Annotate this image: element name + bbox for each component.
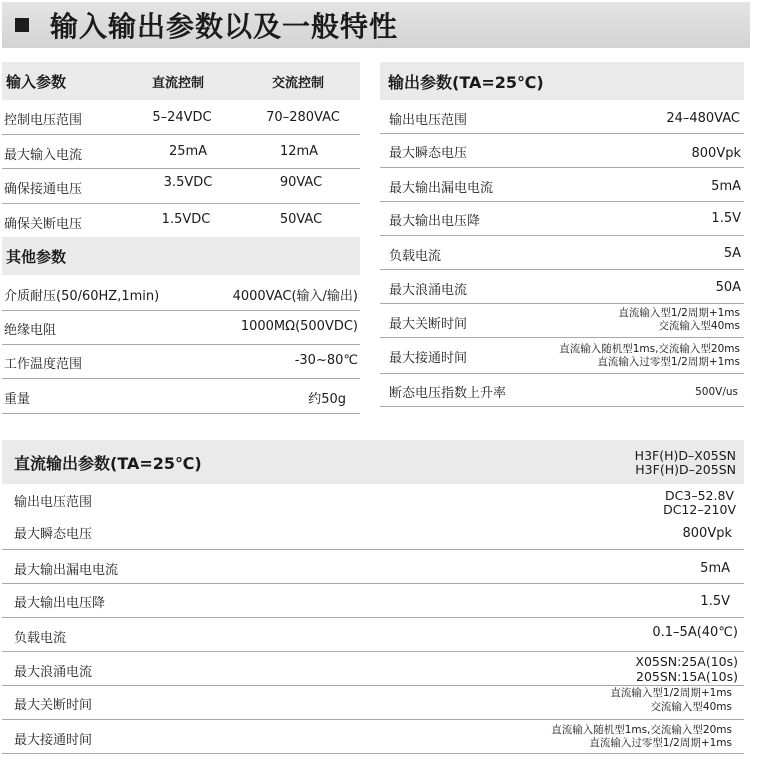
ac-value: 50VAC [279,212,323,227]
row-label: 最大输入电流 [4,148,83,163]
other-heading: 其他参数 [6,247,67,266]
row-label: 工作温度范围 [4,357,83,372]
dc-output-row [2,720,744,754]
page-title: 输入输出参数以及一般特性 [50,10,399,43]
row-label: 介质耐压(50/60HZ,1min) [4,289,160,304]
dc-value: 5–24VDC [152,110,212,125]
row-label: 确保关断电压 [4,217,83,232]
output-row [380,100,744,134]
row-value: 0.1–5A(40℃) [652,625,738,640]
row-value: -30~80℃ [294,353,358,368]
ac-value: 70–280VAC [266,110,340,125]
ac-value: 12mA [279,144,319,159]
row-value-line1: 直流输入随机型1ms,交流输入型20ms [559,343,740,355]
row-value: 约50g [308,392,346,407]
row-value: 24–480VAC [666,111,740,126]
row-value-line2: 交流输入型40ms [658,320,740,332]
row-label: 最大浪涌电流 [389,283,468,298]
dc-output-row [2,686,744,720]
row-value-line2: 直流输入过零型1/2周期+1ms [589,737,732,749]
row-value-line2: 205SN:15A(10s) [636,669,738,684]
row-label: 负载电流 [14,631,67,646]
output-section-header [380,62,744,100]
row-value-line1: X05SN:25A(10s) [635,654,738,669]
row-value-line1: DC3–52.8V [665,488,734,503]
other-section-header [2,237,360,275]
dc-control-column-header: 直流控制 [151,75,204,91]
ac-value: 90VAC [279,175,323,190]
row-label: 确保接通电压 [4,182,83,197]
row-label: 重量 [4,392,31,407]
dc-output-heading: 直流输出参数(TA=25℃) [14,453,202,473]
input-heading: 输入参数 [6,72,67,91]
input-row [2,204,360,237]
dc-output-row [2,484,744,518]
row-value-line1: 直流输入型1/2周期+1ms [610,687,732,699]
output-heading: 输出参数(TA=25℃) [388,72,544,92]
other-row [2,311,360,345]
output-row [380,338,744,374]
row-label: 绝缘电阻 [4,323,57,338]
row-value: 4000VAC(输入/输出) [232,289,358,304]
output-row [380,236,744,270]
input-section-header [2,62,360,100]
output-row [380,202,744,236]
input-row [2,100,360,135]
output-row [380,374,744,407]
row-label: 最大输出电压降 [389,214,481,229]
row-value: 1.5V [711,211,741,226]
dc-value: 3.5VDC [163,175,213,190]
output-row [380,134,744,168]
row-label: 最大浪涌电流 [14,665,93,680]
row-label: 最大输出电压降 [14,596,106,611]
row-label: 控制电压范围 [4,113,83,128]
row-label: 最大输出漏电电流 [14,563,119,578]
dc-output-section-header [2,440,744,484]
row-value: 5mA [700,561,730,576]
model-h3fhd-x05sn: H3F(H)D–X05SN [634,448,736,463]
title-bar [2,2,750,48]
row-label: 最大接通时间 [14,733,93,748]
input-row [2,135,360,169]
row-label: 最大关断时间 [389,317,468,332]
output-row [380,168,744,202]
dc-output-row [2,652,744,686]
row-value-line2: 交流输入型40ms [650,701,732,713]
row-label: 最大瞬态电压 [14,527,93,542]
row-value-line2: DC12–210V [663,502,736,517]
row-value: 5mA [711,179,741,194]
output-row [380,304,744,338]
input-row [2,169,360,204]
dc-output-row [2,550,744,584]
dc-output-row [2,518,744,550]
row-value: 5A [723,246,741,261]
other-row [2,275,360,311]
row-value: 500V/us [695,386,738,398]
ac-control-column-header: 交流控制 [271,75,324,91]
other-row [2,379,360,414]
row-value-line1: 直流输入型1/2周期+1ms [618,307,740,319]
row-label: 输出电压范围 [14,495,93,510]
row-label: 最大接通时间 [389,351,468,366]
row-label: 最大关断时间 [14,698,93,713]
row-value-line1: 直流输入随机型1ms,交流输入型20ms [551,724,732,736]
dc-output-row [2,618,744,652]
row-label: 最大输出漏电电流 [389,181,494,196]
row-value: 1000MΩ(500VDC) [240,319,358,334]
model-h3fhd-205sn: H3F(H)D–205SN [635,462,736,477]
row-value: 800Vpk [691,146,741,161]
dc-output-row [2,584,744,618]
row-label: 断态电压指数上升率 [389,386,507,401]
row-value: 50A [715,280,741,295]
row-value-line2: 直流输入过零型1/2周期+1ms [597,356,740,368]
row-label: 最大瞬态电压 [389,146,468,161]
square-bullet-icon [15,18,29,32]
row-label: 负载电流 [389,249,442,264]
row-value: 1.5V [700,594,730,609]
dc-value: 25mA [168,144,208,159]
row-label: 输出电压范围 [389,113,468,128]
dc-value: 1.5VDC [161,212,211,227]
other-row [2,345,360,379]
output-row [380,270,744,304]
row-value: 800Vpk [682,526,732,541]
